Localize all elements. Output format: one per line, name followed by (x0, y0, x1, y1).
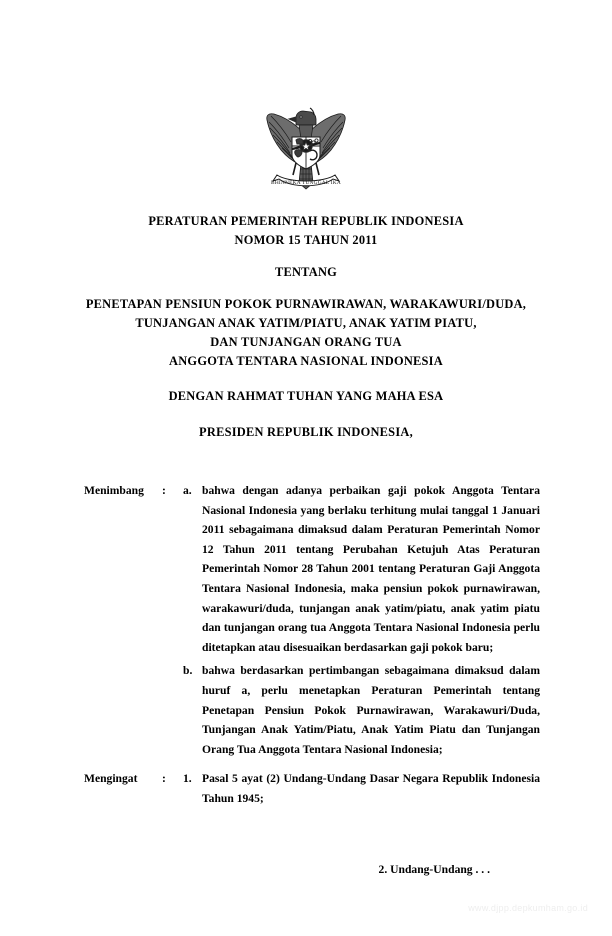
clause-menimbang-a (0, 481, 612, 657)
garuda-pancasila-emblem (263, 103, 349, 197)
subject-line-1: PENETAPAN PENSIUN POKOK PURNAWIRAWAN, WARAKAWURI/DUDA, (85, 297, 527, 311)
title-block (0, 212, 612, 371)
authority-line: PRESIDEN REPUBLIK INDONESIA, (199, 425, 413, 439)
clause-mengingat-1 (0, 769, 612, 808)
clause-label-mengingat: Mengingat (84, 772, 138, 786)
regulation-title-line-1: PERATURAN PEMERINTAH REPUBLIK INDONESIA (148, 214, 464, 228)
clause-text-a: bahwa dengan adanya perbaikan gaji pokok Anggota Tentara Nasional Indonesia yang berlaku terhitung mulai tanggal 1 Januari 2011 sebagaimana dimaksud dalam Peraturan Pemerintah Nomor 12 Tahun 2011 tentang Perubahan Ketujuh Atas Peraturan Pemerintah Nomor 28 Tahun 2001 tentang Peraturan Gaji Anggota Tentara Nasional Indonesia, maka pensiun pokok purnawirawan, warakawuri/duda, tunjangan anak yatim/piatu, anak yatim piatu dan tunjangan orang tua Anggota Tentara Nasional Indonesia perlu ditetapkan atau disesuaikan berdasarkan gaji pokok baru; (202, 484, 540, 654)
clause-text-b: bahwa berdasarkan pertimbangan sebagaimana dimaksud dalam huruf a, perlu menetapkan Peraturan Pemerintah tentang Penetapan Pensiun Pokok Purnawirawan, Warakawuri/Duda, Tunjangan Anak Yatim/Piatu, Anak Yatim Piatu dan Tunjangan Orang Tua Anggota Tentara Nasional Indonesia; (202, 664, 540, 756)
clause-colon: : (162, 484, 166, 497)
clause-text-1: Pasal 5 ayat (2) Undang-Undang Dasar Negara Republik Indonesia Tahun 1945; (202, 772, 540, 805)
clause-colon-mengingat: : (162, 772, 166, 786)
source-watermark: www.djpp.depkumham.go.id (468, 903, 588, 913)
clause-label-menimbang: Menimbang (84, 484, 144, 497)
clause-marker-1: 1. (183, 772, 192, 786)
emblem-container (0, 103, 612, 197)
clause-marker-a: a. (183, 484, 192, 497)
subject-line-4: ANGGOTA TENTARA NASIONAL INDONESIA (169, 354, 443, 368)
svg-text:BHINNEKA TUNGGAL IKA: BHINNEKA TUNGGAL IKA (271, 180, 341, 186)
clause-list (0, 481, 612, 809)
subject-line-2: TUNJANGAN ANAK YATIM/PIATU, ANAK YATIM PIATU, (135, 316, 477, 330)
clause-marker-b: b. (183, 664, 193, 678)
page-continuation-note: 2. Undang-Undang . . . (378, 863, 490, 876)
subject-line-3: DAN TUNJANGAN ORANG TUA (210, 335, 402, 349)
clause-menimbang-b (0, 661, 612, 759)
regulation-number-line: NOMOR 15 TAHUN 2011 (234, 233, 378, 247)
tentang-label: TENTANG (274, 265, 338, 279)
blessing-line: DENGAN RAHMAT TUHAN YANG MAHA ESA (168, 389, 444, 403)
